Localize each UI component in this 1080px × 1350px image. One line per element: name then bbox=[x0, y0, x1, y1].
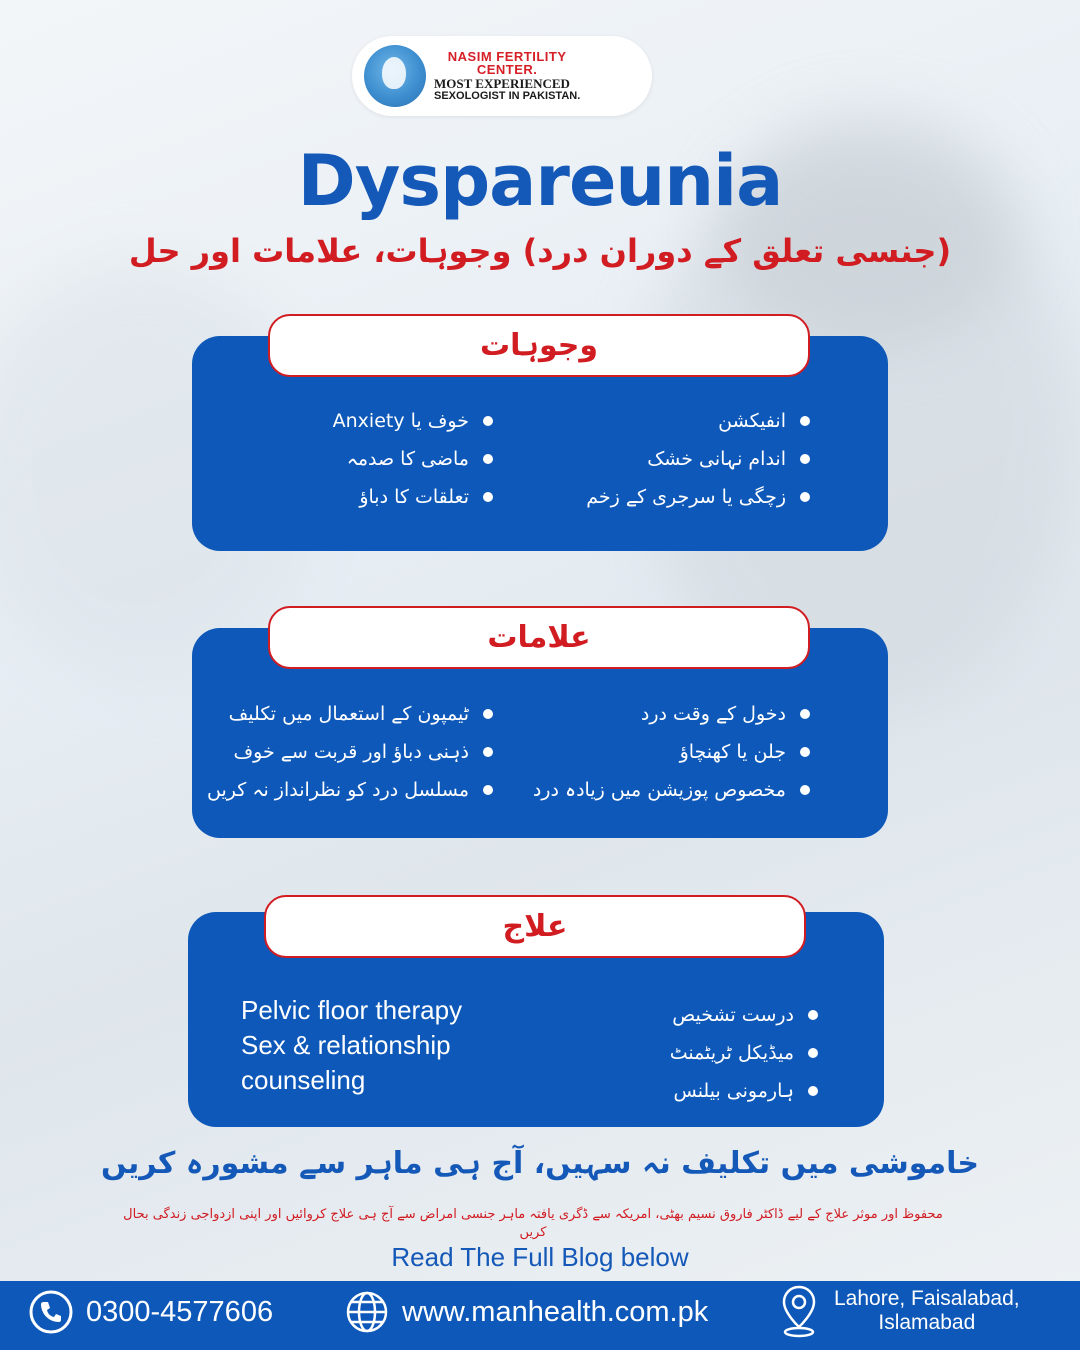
bullet-icon bbox=[483, 492, 493, 502]
contact-footer bbox=[0, 1281, 1080, 1350]
bullet-icon bbox=[800, 454, 810, 464]
brand-line-3: MOST EXPERIENCED bbox=[434, 76, 570, 92]
location-line-1: Lahore, Faisalabad, bbox=[834, 1287, 1020, 1310]
bullet-icon bbox=[800, 492, 810, 502]
phone-icon bbox=[28, 1289, 74, 1335]
page-subtitle: (جنسی تعلق کے دوران درد) وجوہات، علامات اور حل bbox=[128, 232, 952, 270]
location-contact bbox=[776, 1287, 1020, 1335]
page-title: Dyspareunia bbox=[297, 140, 783, 222]
bullet-icon bbox=[808, 1010, 818, 1020]
location-pin-icon bbox=[776, 1288, 822, 1334]
therapy-line: Pelvic floor therapy bbox=[241, 995, 463, 1025]
causes-heading: وجوہات bbox=[268, 314, 810, 377]
symptoms-heading: علامات bbox=[268, 606, 810, 669]
list-item: ٹیمپون کے استعمال میں تکلیف bbox=[207, 695, 493, 733]
counseling-line-2: counseling bbox=[241, 1065, 366, 1095]
list-item: اندام نہانی خشک bbox=[586, 440, 810, 478]
bullet-icon bbox=[483, 454, 493, 464]
symptoms-left-list bbox=[207, 695, 493, 809]
bullet-icon bbox=[808, 1086, 818, 1096]
list-item: ذہنی دباؤ اور قربت سے خوف bbox=[207, 733, 493, 771]
brand-text bbox=[434, 50, 580, 102]
bullet-icon bbox=[800, 416, 810, 426]
treatment-heading: علاج bbox=[264, 895, 806, 958]
website-contact[interactable] bbox=[344, 1289, 708, 1335]
list-item: زچگی یا سرجری کے زخم bbox=[586, 478, 810, 516]
treatment-english-list bbox=[241, 993, 462, 1098]
globe-icon bbox=[344, 1289, 390, 1335]
list-item: ہارمونی بیلنس bbox=[670, 1072, 818, 1110]
bullet-icon bbox=[800, 709, 810, 719]
list-item: مخصوص پوزیشن میں زیادہ درد bbox=[533, 771, 810, 809]
counseling-line-1: Sex & relationship bbox=[241, 1030, 451, 1060]
brand-logo bbox=[352, 36, 652, 116]
list-item: ماضی کا صدمہ bbox=[333, 440, 493, 478]
bullet-icon bbox=[483, 747, 493, 757]
cta-text: خاموشی میں تکلیف نہ سہیں، آج ہی ماہر سے مشورہ کریں bbox=[101, 1146, 979, 1181]
list-item: انفیکشن bbox=[586, 402, 810, 440]
treatment-right-list bbox=[670, 996, 818, 1110]
location-text bbox=[834, 1287, 1020, 1335]
list-item: خوف یا Anxiety bbox=[333, 402, 493, 440]
bullet-icon bbox=[483, 416, 493, 426]
bullet-icon bbox=[808, 1048, 818, 1058]
mother-baby-logo-icon bbox=[364, 45, 426, 107]
list-item: جلن یا کھنچاؤ bbox=[533, 733, 810, 771]
bullet-icon bbox=[483, 785, 493, 795]
list-item: مسلسل درد کو نظرانداز نہ کریں bbox=[207, 771, 493, 809]
list-item: میڈیکل ٹریٹمنٹ bbox=[670, 1034, 818, 1072]
brand-line-4: SEXOLOGIST IN PAKISTAN. bbox=[434, 89, 581, 102]
read-more-link[interactable]: Read The Full Blog below bbox=[391, 1242, 689, 1272]
location-line-2: Islamabad bbox=[878, 1311, 976, 1335]
phone-number: 0300-4577606 bbox=[86, 1295, 274, 1328]
causes-left-list bbox=[333, 402, 493, 516]
phone-contact[interactable] bbox=[28, 1289, 273, 1335]
doctor-info-text: محفوظ اور موثر علاج کے لیے ڈاکٹر فاروق نسیم بھٹی، امریکہ سے ڈگری یافتہ ماہر جنسی امراض سے آج ہی علاج کروائیں اور اپنی ازدواجی زندگی بحال کریں bbox=[123, 1207, 943, 1241]
list-item: درست تشخیص bbox=[670, 996, 818, 1034]
symptoms-right-list bbox=[533, 695, 810, 809]
bullet-icon bbox=[800, 747, 810, 757]
list-item: دخول کے وقت درد bbox=[533, 695, 810, 733]
brand-line-1: NASIM FERTILITY bbox=[447, 48, 567, 64]
brand-line-2: CENTER. bbox=[476, 62, 538, 78]
list-item: تعلقات کا دباؤ bbox=[333, 478, 493, 516]
bullet-icon bbox=[800, 785, 810, 795]
causes-right-list bbox=[586, 402, 810, 516]
bullet-icon bbox=[483, 709, 493, 719]
website-url: www.manhealth.com.pk bbox=[402, 1295, 709, 1328]
